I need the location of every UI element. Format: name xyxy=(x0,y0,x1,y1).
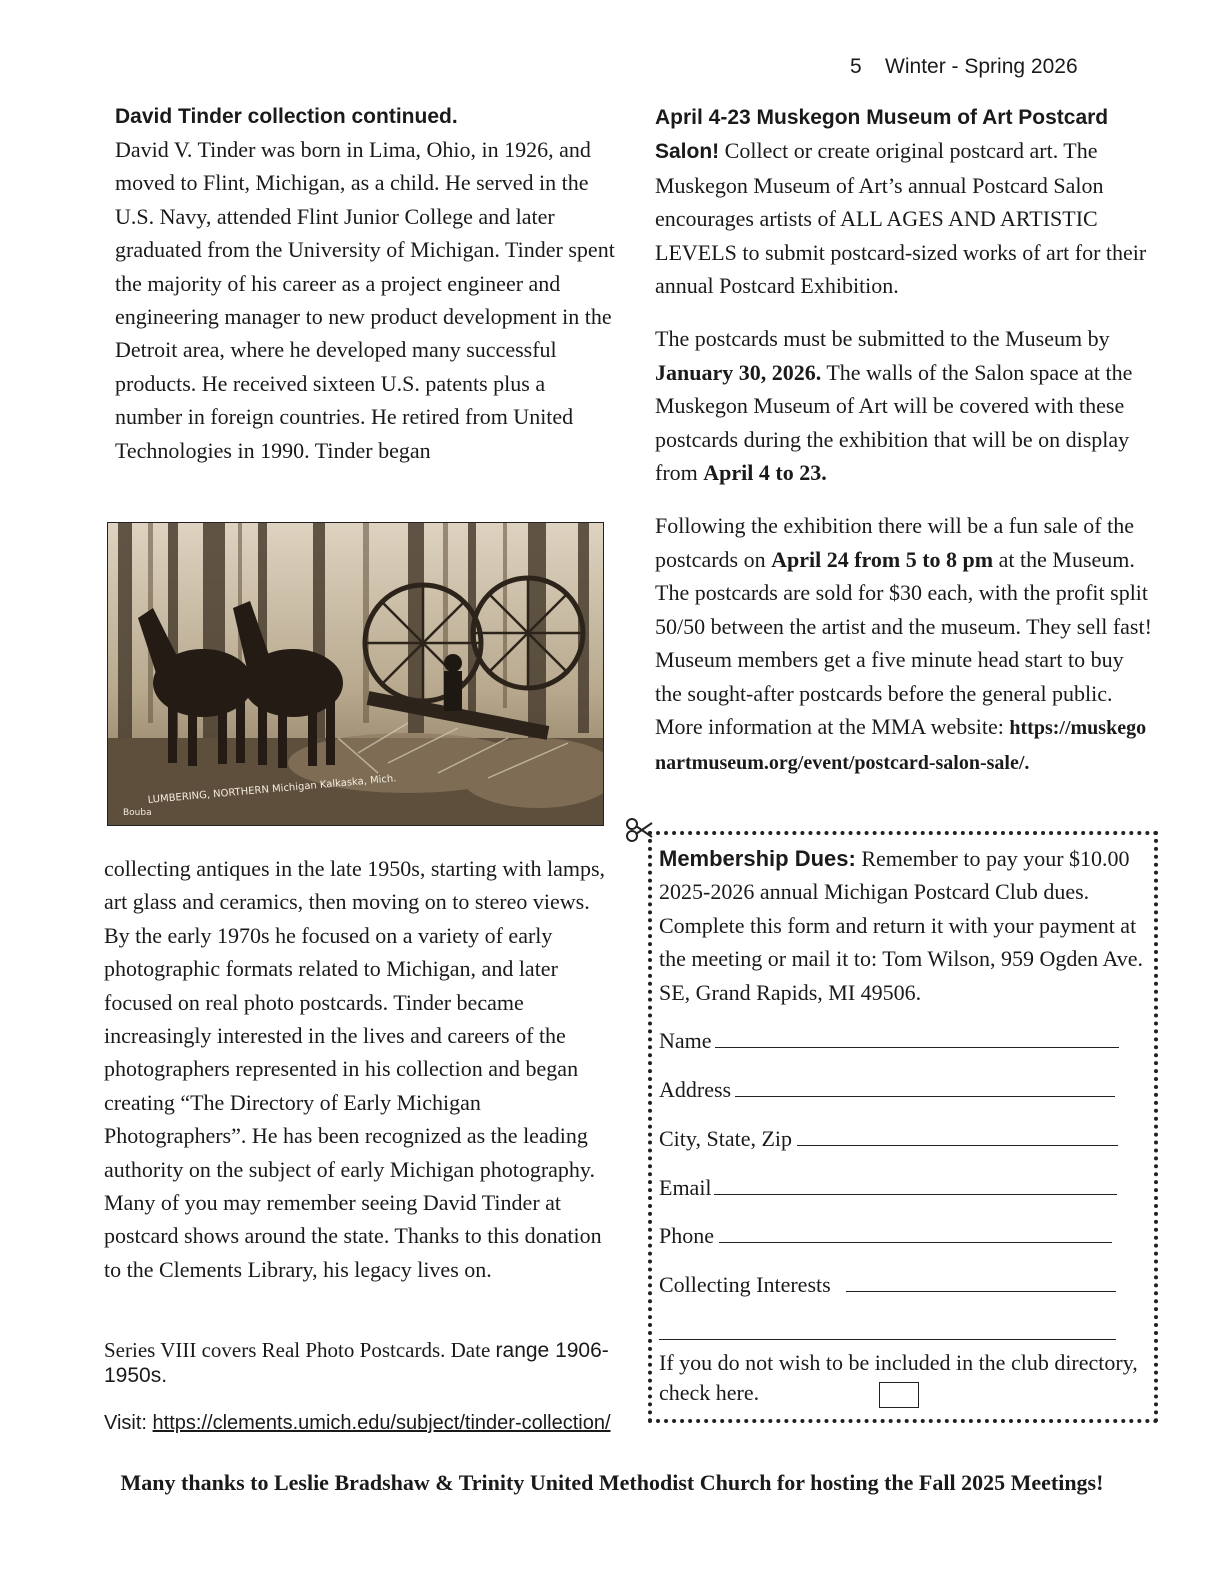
city-state-zip-field[interactable] xyxy=(797,1145,1118,1146)
directory-opt-out-checkbox[interactable] xyxy=(879,1382,919,1408)
sale-date: April 24 from 5 to 8 pm xyxy=(771,546,994,572)
page-header xyxy=(850,55,1078,79)
mma-paragraph-2 xyxy=(655,322,1155,489)
mma-paragraph-1 xyxy=(655,100,1155,302)
email-field[interactable] xyxy=(714,1194,1117,1195)
collecting-interests-field-line2[interactable] xyxy=(659,1339,1116,1340)
mma-paragraph-3 xyxy=(655,509,1155,780)
name-field[interactable] xyxy=(715,1047,1119,1048)
visit-line xyxy=(104,1411,614,1435)
submission-deadline: January 30, 2026. xyxy=(655,359,822,385)
article-paragraph-bottom: collecting antiques in the late 1950s, starting with lamps, art glass and ceramics, then moving on to stereo views. By the early 1970s he focused on a variety of early photographic formats related to Michigan, and later focused on real photo postcards. Tinder became increasingly interested in the lives and careers of the photographers represented in his collection and began creating “The Directory of Early Michigan Photographers”. He has been recognized as the leading authority on the subject of early Michigan photography. Many of you may remember seeing David Tinder at postcard shows around the state. Thanks to this donation to the Clements Library, his legacy lives on. xyxy=(104,856,606,1282)
phone-field[interactable] xyxy=(719,1242,1112,1243)
collecting-interests-label: Collecting Interests xyxy=(659,1272,831,1297)
dues-title: Membership Dues: xyxy=(659,846,856,871)
mma-title: April 4-23 Muskegon Museum of Art Postcard Salon! xyxy=(655,106,1109,164)
lumbering-photo-illustration xyxy=(108,523,604,826)
address-field[interactable] xyxy=(735,1096,1115,1097)
series-note-serif: Series VIII covers Real Photo Postcards. Date xyxy=(104,1338,496,1362)
collecting-interests-field[interactable] xyxy=(846,1291,1116,1292)
tinder-article-top xyxy=(115,103,615,467)
mma-p3-text-a: Following the exhibition there will be a fun sale of the postcards on xyxy=(655,513,1135,572)
mma-p3-text-b: at the Museum. The postcards are sold for $30 each, with the profit split 50/50 between the artist and the museum. They sell fast! Museum members get a five minute head start to buy the sought-after postcards before the general public. More information at the MMA website: xyxy=(655,546,1152,739)
mma-website-link[interactable]: https://muskegonartmuseum.org/event/postcard-salon-sale/. xyxy=(655,716,1147,775)
dues-instructions xyxy=(659,842,1149,1009)
photo-signature: Bouba xyxy=(123,808,152,818)
footer-thanks: Many thanks to Leslie Bradshaw & Trinity United Methodist Church for hosting the Fall 2025 Meetings! xyxy=(120,1470,1104,1495)
lumbering-photo xyxy=(107,522,604,826)
phone-label: Phone xyxy=(659,1223,714,1248)
mma-p2-text-b: The walls of the Salon space at the Muskegon Museum of Art will be covered with these postcards during the exhibition that will be on display from xyxy=(655,359,1133,486)
series-note-sans: range 1906-1950s. xyxy=(104,1339,609,1387)
visit-label: Visit: xyxy=(104,1412,153,1434)
mma-intro: Collect or create original postcard art. The Muskegon Museum of Art’s annual Postcard Salon encourages artists of ALL AGES AND ARTISTIC LEVELS to submit postcard-sized works of art for their annual Postcard Exhibition. xyxy=(655,138,1147,299)
photo-caption: LUMBERING, NORTHERN Michigan Kalkaska, Mich. xyxy=(147,773,397,806)
exhibition-dates: April 4 to 23. xyxy=(703,460,827,486)
email-label: Email xyxy=(659,1175,712,1200)
article-heading: David Tinder collection continued. xyxy=(115,105,458,128)
page-number: 5 xyxy=(850,55,862,78)
address-label: Address xyxy=(659,1077,732,1102)
directory-opt-out-text: If you do not wish to be included in the club directory, check here. xyxy=(659,1350,1138,1405)
clements-collection-link[interactable]: https://clements.umich.edu/subject/tinder-collection/ xyxy=(152,1412,611,1434)
city-state-zip-label: City, State, Zip xyxy=(659,1126,793,1151)
mma-p2-text-a: The postcards must be submitted to the Museum by xyxy=(655,326,1110,352)
dues-text: Remember to pay your $10.00 2025-2026 annual Michigan Postcard Club dues. Complete this form and return it with your payment at the meeting or mail it to: Tom Wilson, 959 Ogden Ave. SE, Grand Rapids, MI 49506. xyxy=(659,846,1143,1005)
issue-label: Winter - Spring 2026 xyxy=(885,55,1078,78)
article-paragraph-top: David V. Tinder was born in Lima, Ohio, in 1926, and moved to Flint, Michigan, as a child. He served in the U.S. Navy, attended Flint Junior College and later graduated from the University of Michigan. Tinder spent the majority of his career as a project engineer and engineering manager to new product development in the Detroit area, where he developed many successful products. He received sixteen U.S. patents plus a number in foreign countries. He retired from United Technologies in 1990. Tinder began xyxy=(115,137,615,463)
mma-article xyxy=(655,100,1155,801)
series-note xyxy=(104,1338,614,1388)
name-label: Name xyxy=(659,1028,712,1053)
